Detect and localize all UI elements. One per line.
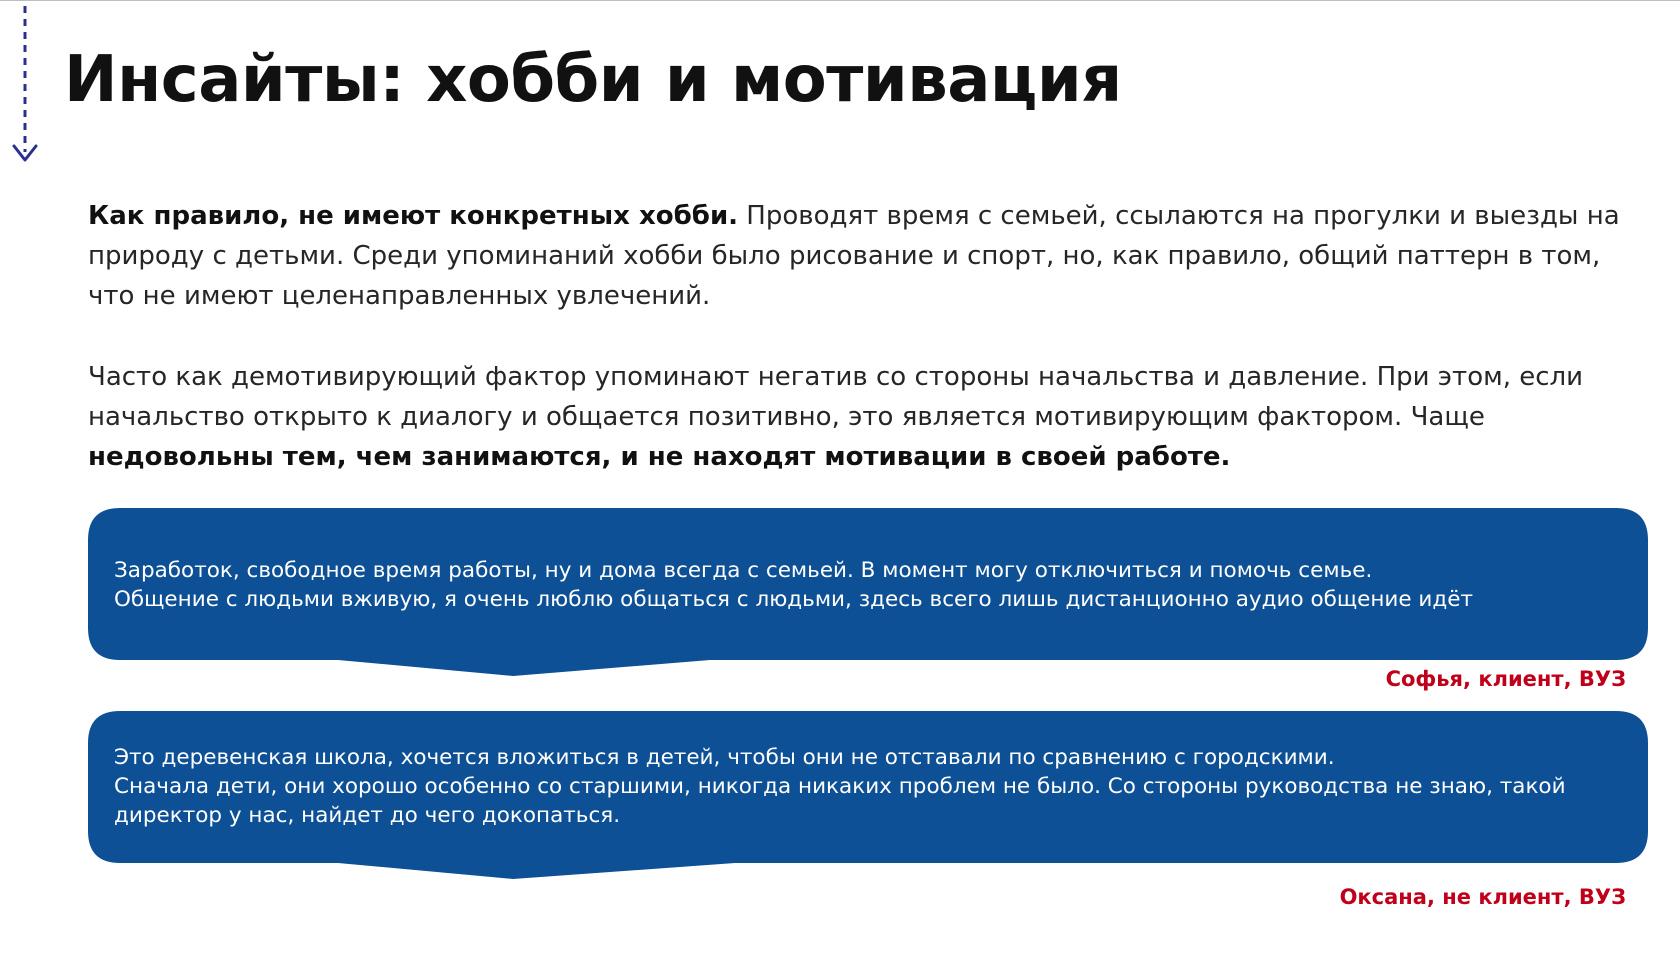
quote-bubble (88, 711, 1648, 881)
slide-title: Инсайты: хобби и мотивация (64, 43, 1122, 117)
quote-attribution: Оксана, не клиент, ВУЗ (1339, 885, 1626, 909)
hobby-paragraph (88, 196, 1648, 316)
top-divider (0, 0, 1680, 1)
quote-attribution: Софья, клиент, ВУЗ (1385, 667, 1626, 691)
quote-text (114, 743, 1624, 830)
motivation-paragraph-bold: недовольны тем, чем занимаются, и не находят мотивации в своей работе. (88, 442, 1231, 472)
quote-text (114, 556, 1624, 614)
quote-line: Сначала дети, они хорошо особенно со старшими, никогда никаких проблем не было. Со стороны руководства не знаю, такой директор у нас, найдет до чего докопаться. (114, 774, 1566, 828)
dashed-down-arrow-icon (12, 4, 38, 166)
hobby-paragraph-bold: Как правило, не имеют конкретных хобби. (88, 201, 739, 231)
hobby-paragraph-text: Проводят время с семьей, ссылаются на прогулки и выезды на природу с детьми. Среди упоминаний хобби было рисование и спорт, но, как правило, общий паттерн в том, что не имеют целенаправленных увлечений. (88, 201, 1620, 311)
motivation-paragraph-text: Часто как демотивирующий фактор упоминают негатив со стороны начальства и давление. При этом, если начальство открыто к диалогу и общается позитивно, это является мотивирующим фактором. Чаще (88, 362, 1584, 432)
quote-line: Заработок, свободное время работы, ну и дома всегда с семьей. В момент могу отключиться и помочь семье. (114, 558, 1373, 583)
quote-bubble (88, 508, 1648, 678)
motivation-paragraph (88, 357, 1648, 477)
quote-line: Это деревенская школа, хочется вложиться в детей, чтобы они не отставали по сравнению с городскими. (114, 745, 1335, 770)
quote-line: Общение с людьми вживую, я очень люблю общаться с людьми, здесь всего лишь дистанционно аудио общение идёт (114, 587, 1474, 612)
